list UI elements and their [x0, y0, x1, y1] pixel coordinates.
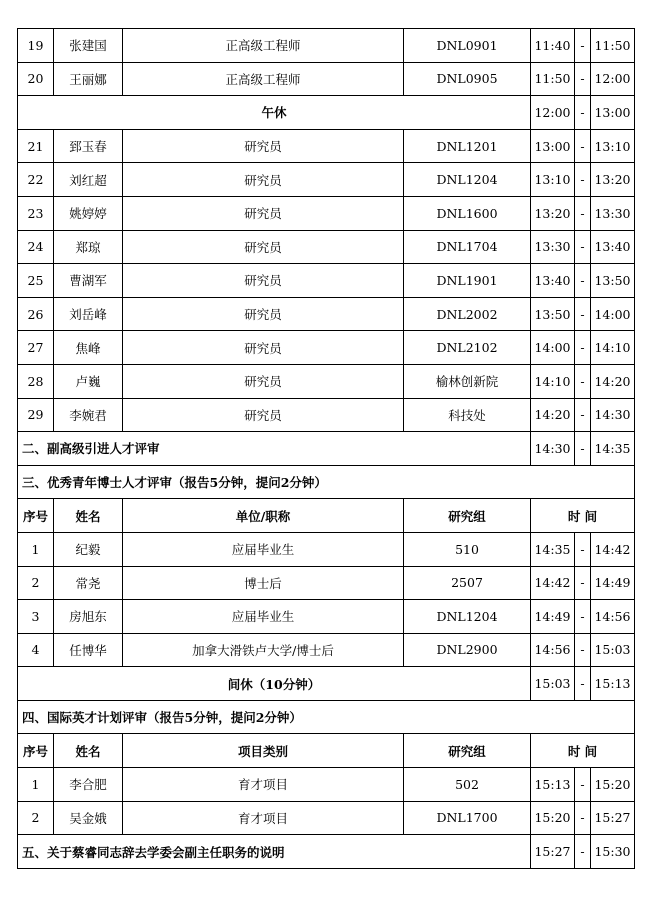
person-name: 郑琼 [54, 230, 123, 264]
end-time: 13:20 [591, 163, 635, 197]
person-title: 加拿大滑铁卢大学/博士后 [123, 633, 404, 667]
person-title: 研究员 [123, 364, 404, 398]
table-row [18, 566, 635, 600]
column-header-number: 序号 [18, 734, 54, 768]
end-time: 15:20 [591, 768, 635, 802]
time-separator: - [575, 196, 591, 230]
row-number: 2 [18, 566, 54, 600]
person-title: 研究员 [123, 230, 404, 264]
time-separator: - [575, 801, 591, 835]
end-time: 15:30 [591, 835, 635, 869]
end-time: 14:35 [591, 432, 635, 466]
person-title: 研究员 [123, 297, 404, 331]
row-number: 29 [18, 398, 54, 432]
person-name: 曹湖军 [54, 264, 123, 298]
person-name: 纪毅 [54, 532, 123, 566]
row-number: 1 [18, 532, 54, 566]
start-time: 14:30 [531, 432, 575, 466]
start-time: 12:00 [531, 96, 575, 130]
section-heading: 三、优秀青年博士人才评审（报告5分钟，提问2分钟） [18, 465, 635, 499]
research-group: DNL2102 [404, 331, 531, 365]
person-name: 焦峰 [54, 331, 123, 365]
table-row [18, 633, 635, 667]
column-header-number: 序号 [18, 499, 54, 533]
section-row [18, 432, 635, 466]
start-time: 13:50 [531, 297, 575, 331]
start-time: 13:00 [531, 129, 575, 163]
start-time: 14:56 [531, 633, 575, 667]
header-row [18, 734, 635, 768]
research-group: 2507 [404, 566, 531, 600]
schedule-table [17, 28, 635, 869]
table-row [18, 163, 635, 197]
person-title: 研究员 [123, 264, 404, 298]
research-group: DNL1901 [404, 264, 531, 298]
time-separator: - [575, 96, 591, 130]
table-row [18, 801, 635, 835]
person-title: 研究员 [123, 129, 404, 163]
section-row [18, 700, 635, 734]
person-title: 研究员 [123, 331, 404, 365]
person-name: 吴金娥 [54, 801, 123, 835]
time-separator: - [575, 768, 591, 802]
time-separator: - [575, 398, 591, 432]
column-header-group: 研究组 [404, 499, 531, 533]
table-row [18, 230, 635, 264]
end-time: 13:40 [591, 230, 635, 264]
start-time: 13:10 [531, 163, 575, 197]
row-number: 2 [18, 801, 54, 835]
row-number: 3 [18, 600, 54, 634]
time-separator: - [575, 667, 591, 701]
start-time: 13:30 [531, 230, 575, 264]
end-time: 14:56 [591, 600, 635, 634]
end-time: 12:00 [591, 62, 635, 96]
person-title: 研究员 [123, 196, 404, 230]
person-title: 育才项目 [123, 768, 404, 802]
end-time: 14:30 [591, 398, 635, 432]
person-name: 李合肥 [54, 768, 123, 802]
start-time: 13:20 [531, 196, 575, 230]
start-time: 14:20 [531, 398, 575, 432]
person-name: 房旭东 [54, 600, 123, 634]
header-row [18, 499, 635, 533]
time-separator: - [575, 566, 591, 600]
research-group: DNL1204 [404, 163, 531, 197]
start-time: 14:49 [531, 600, 575, 634]
time-separator: - [575, 633, 591, 667]
end-time: 14:10 [591, 331, 635, 365]
row-number: 4 [18, 633, 54, 667]
start-time: 15:03 [531, 667, 575, 701]
time-separator: - [575, 532, 591, 566]
start-time: 15:27 [531, 835, 575, 869]
table-row [18, 129, 635, 163]
lunch-label: 午休 [18, 96, 531, 130]
row-number: 28 [18, 364, 54, 398]
person-name: 卢巍 [54, 364, 123, 398]
end-time: 15:03 [591, 633, 635, 667]
person-title: 博士后 [123, 566, 404, 600]
end-time: 11:50 [591, 29, 635, 63]
research-group: DNL1600 [404, 196, 531, 230]
table-row [18, 398, 635, 432]
research-group: DNL0901 [404, 29, 531, 63]
table-row [18, 532, 635, 566]
person-title: 育才项目 [123, 801, 404, 835]
start-time: 14:35 [531, 532, 575, 566]
start-time: 14:00 [531, 331, 575, 365]
person-title: 正高级工程师 [123, 62, 404, 96]
table-row [18, 264, 635, 298]
research-group: DNL1204 [404, 600, 531, 634]
research-group: DNL1700 [404, 801, 531, 835]
person-name: 常尧 [54, 566, 123, 600]
time-separator: - [575, 129, 591, 163]
end-time: 14:42 [591, 532, 635, 566]
research-group: DNL1704 [404, 230, 531, 264]
row-number: 25 [18, 264, 54, 298]
table-row [18, 331, 635, 365]
end-time: 14:00 [591, 297, 635, 331]
start-time: 14:10 [531, 364, 575, 398]
end-time: 14:49 [591, 566, 635, 600]
time-separator: - [575, 62, 591, 96]
section-heading: 二、副高级引进人才评审 [18, 432, 531, 466]
row-number: 22 [18, 163, 54, 197]
column-header-title: 单位/职称 [123, 499, 404, 533]
person-title: 应届毕业生 [123, 600, 404, 634]
column-header-title: 项目类别 [123, 734, 404, 768]
time-separator: - [575, 230, 591, 264]
time-separator: - [575, 331, 591, 365]
column-header-name: 姓名 [54, 499, 123, 533]
row-number: 23 [18, 196, 54, 230]
time-separator: - [575, 29, 591, 63]
start-time: 11:40 [531, 29, 575, 63]
section-row [18, 465, 635, 499]
person-title: 正高级工程师 [123, 29, 404, 63]
research-group: DNL1201 [404, 129, 531, 163]
table-row [18, 297, 635, 331]
person-name: 郅玉春 [54, 129, 123, 163]
research-group: DNL2002 [404, 297, 531, 331]
section-heading: 四、国际英才计划评审（报告5分钟，提问2分钟） [18, 700, 635, 734]
end-time: 13:30 [591, 196, 635, 230]
row-number: 24 [18, 230, 54, 264]
end-time: 14:20 [591, 364, 635, 398]
row-number: 27 [18, 331, 54, 365]
table-row [18, 62, 635, 96]
table-row [18, 29, 635, 63]
research-group: DNL2900 [404, 633, 531, 667]
time-separator: - [575, 364, 591, 398]
start-time: 15:13 [531, 768, 575, 802]
start-time: 15:20 [531, 801, 575, 835]
person-name: 刘岳峰 [54, 297, 123, 331]
person-title: 研究员 [123, 398, 404, 432]
start-time: 14:42 [531, 566, 575, 600]
table-row [18, 364, 635, 398]
column-header-name: 姓名 [54, 734, 123, 768]
end-time: 13:10 [591, 129, 635, 163]
research-group: 510 [404, 532, 531, 566]
end-time: 15:13 [591, 667, 635, 701]
end-time: 13:50 [591, 264, 635, 298]
time-separator: - [575, 163, 591, 197]
table-row [18, 600, 635, 634]
start-time: 11:50 [531, 62, 575, 96]
person-name: 王丽娜 [54, 62, 123, 96]
row-number: 20 [18, 62, 54, 96]
break-row [18, 667, 635, 701]
time-separator: - [575, 835, 591, 869]
end-time: 13:00 [591, 96, 635, 130]
person-name: 张建国 [54, 29, 123, 63]
person-title: 研究员 [123, 163, 404, 197]
research-group: 科技处 [404, 398, 531, 432]
person-name: 任博华 [54, 633, 123, 667]
person-title: 应届毕业生 [123, 532, 404, 566]
lunch-row [18, 96, 635, 130]
column-header-time: 时 间 [531, 734, 635, 768]
research-group: 榆林创新院 [404, 364, 531, 398]
break-label: 间休（10分钟） [18, 667, 531, 701]
row-number: 21 [18, 129, 54, 163]
person-name: 李婉君 [54, 398, 123, 432]
column-header-group: 研究组 [404, 734, 531, 768]
table-row [18, 768, 635, 802]
section-heading: 五、关于蔡睿同志辞去学委会副主任职务的说明 [18, 835, 531, 869]
time-separator: - [575, 264, 591, 298]
time-separator: - [575, 600, 591, 634]
research-group: DNL0905 [404, 62, 531, 96]
end-time: 15:27 [591, 801, 635, 835]
research-group: 502 [404, 768, 531, 802]
row-number: 26 [18, 297, 54, 331]
row-number: 1 [18, 768, 54, 802]
person-name: 姚婷婷 [54, 196, 123, 230]
section-row [18, 835, 635, 869]
start-time: 13:40 [531, 264, 575, 298]
time-separator: - [575, 432, 591, 466]
table-row [18, 196, 635, 230]
row-number: 19 [18, 29, 54, 63]
person-name: 刘红超 [54, 163, 123, 197]
time-separator: - [575, 297, 591, 331]
column-header-time: 时 间 [531, 499, 635, 533]
